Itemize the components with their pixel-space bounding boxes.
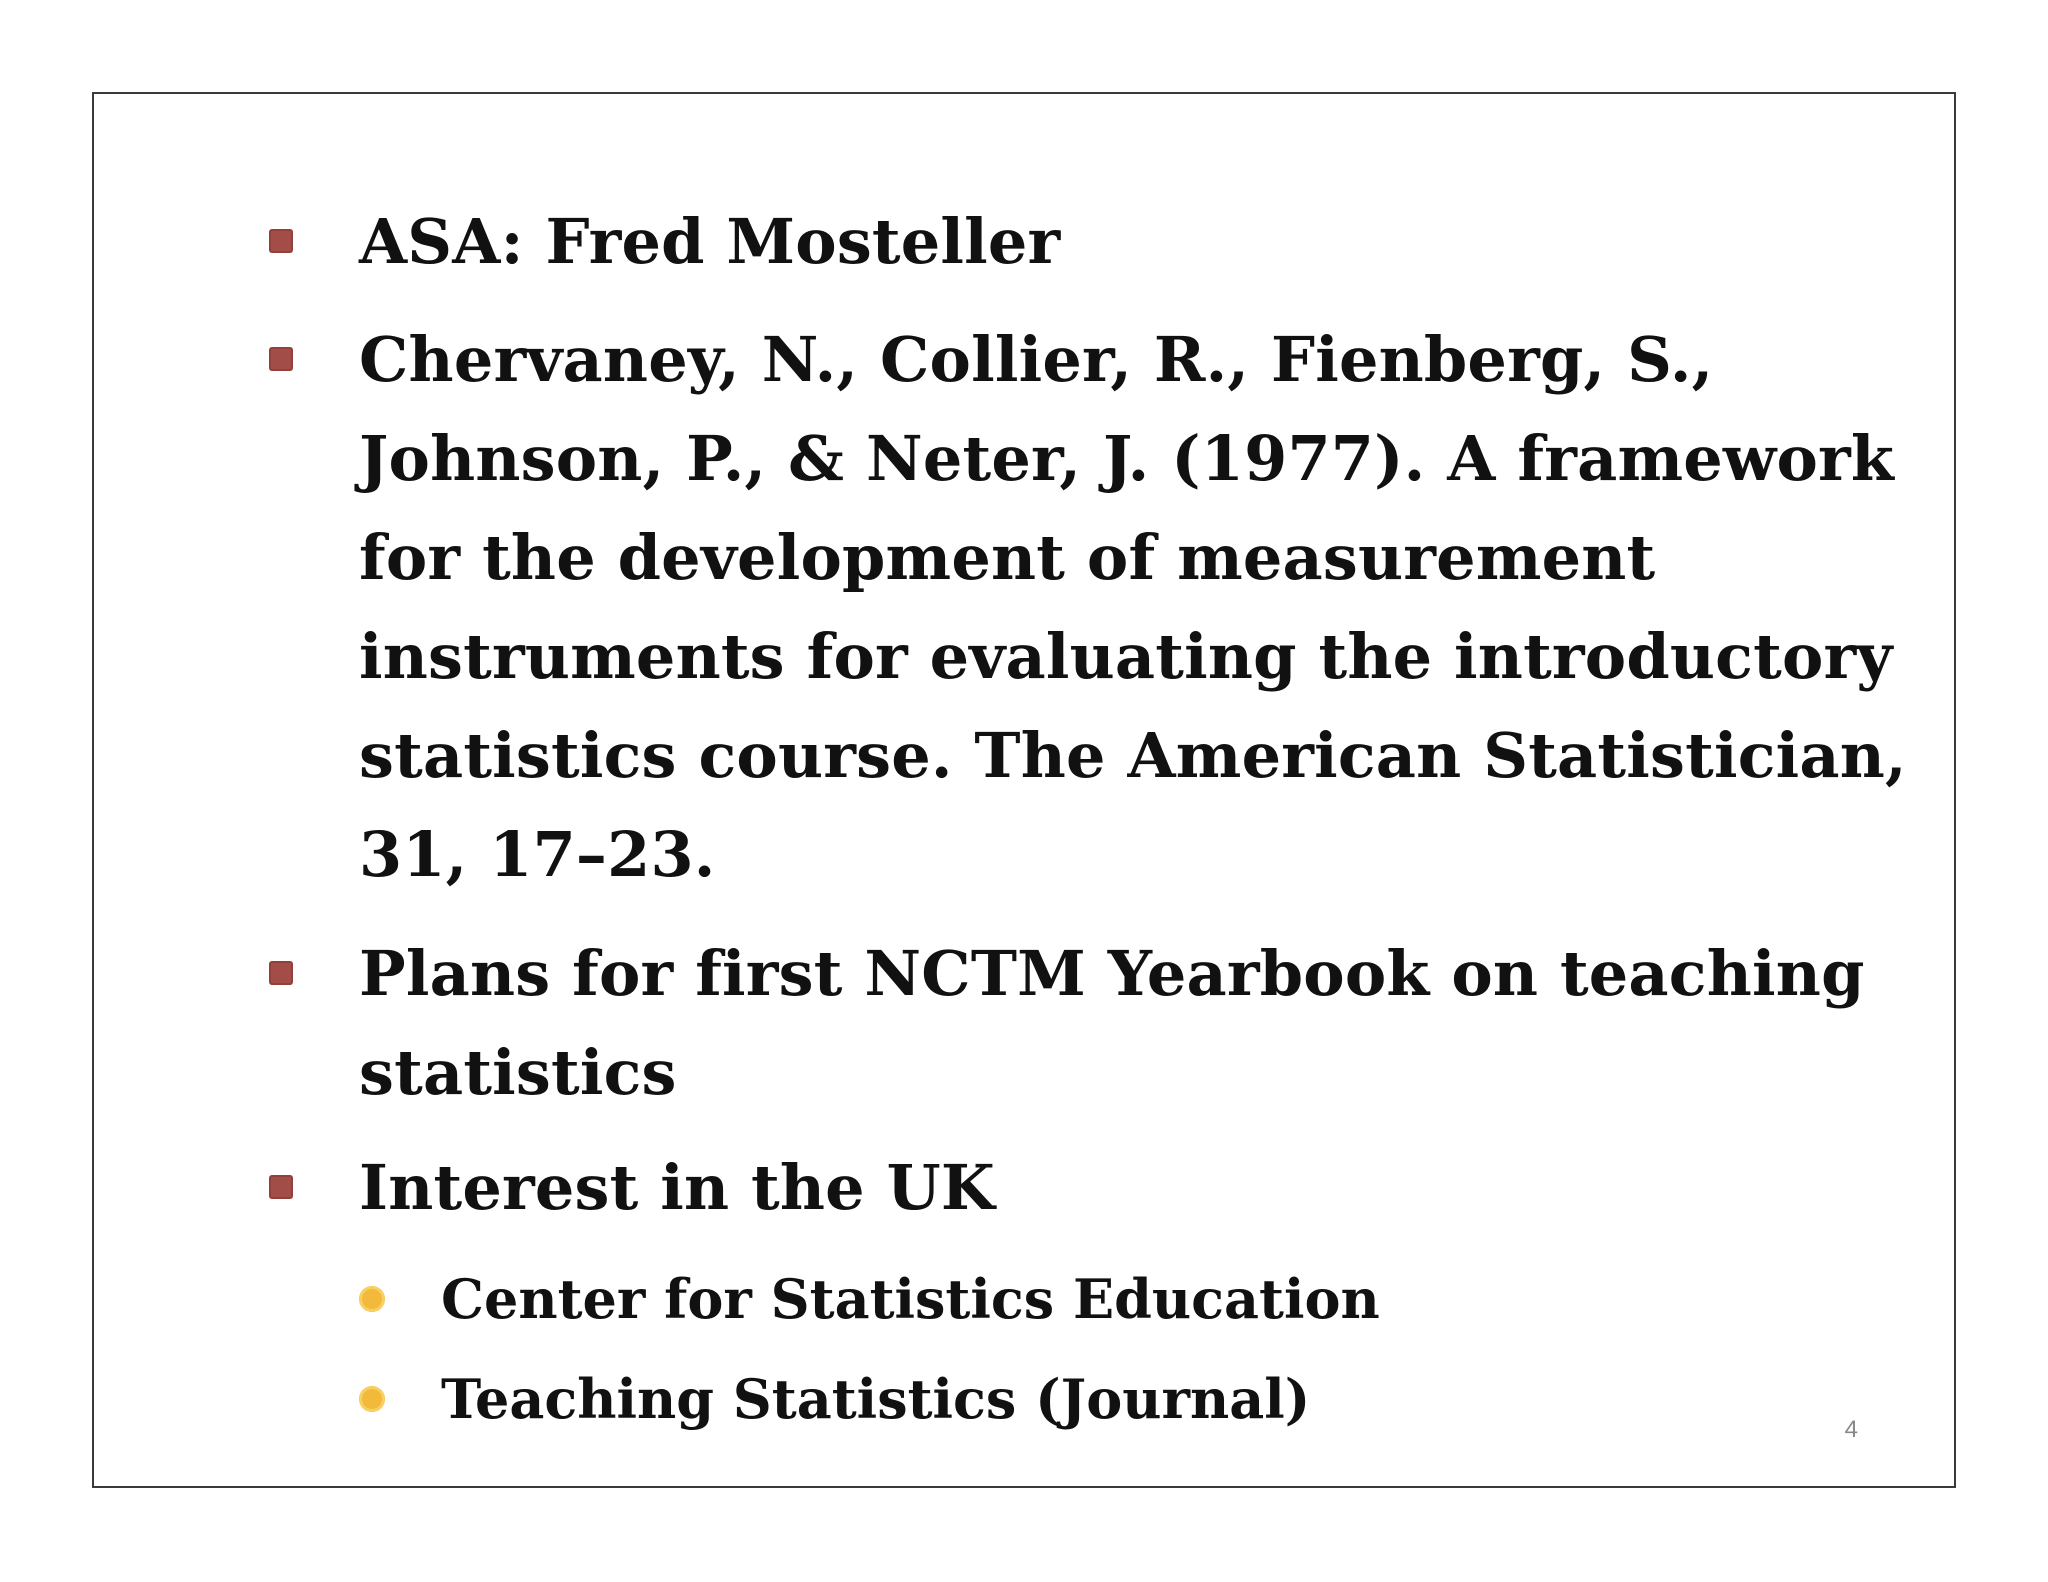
page-number: 4 bbox=[1844, 1416, 1858, 1443]
square-bullet-icon bbox=[269, 1175, 293, 1199]
circle-bullet-icon bbox=[359, 1386, 385, 1412]
bullet-text: Chervaney, N., Collier, R., Fienberg, S., Johnson, P., & Neter, J. (1977). A framework for the development of measurement instruments for evaluating the introductory statistics course. The American Statistician, 31, 17–23. bbox=[359, 323, 1907, 891]
square-bullet-icon bbox=[269, 347, 293, 371]
bullet-text: ASA: Fred Mosteller bbox=[359, 205, 1061, 278]
bullet-list bbox=[94, 94, 1954, 1486]
sub-bullet-text: Center for Statistics Education bbox=[441, 1267, 1380, 1331]
slide bbox=[92, 92, 1956, 1488]
bullet-text: Interest in the UK bbox=[359, 1151, 995, 1224]
circle-bullet-icon bbox=[359, 1286, 385, 1312]
square-bullet-icon bbox=[269, 229, 293, 253]
sub-bullet-text: Teaching Statistics (Journal) bbox=[441, 1367, 1311, 1431]
square-bullet-icon bbox=[269, 961, 293, 985]
bullet-text: Plans for first NCTM Yearbook on teaching statistics bbox=[359, 937, 1865, 1109]
